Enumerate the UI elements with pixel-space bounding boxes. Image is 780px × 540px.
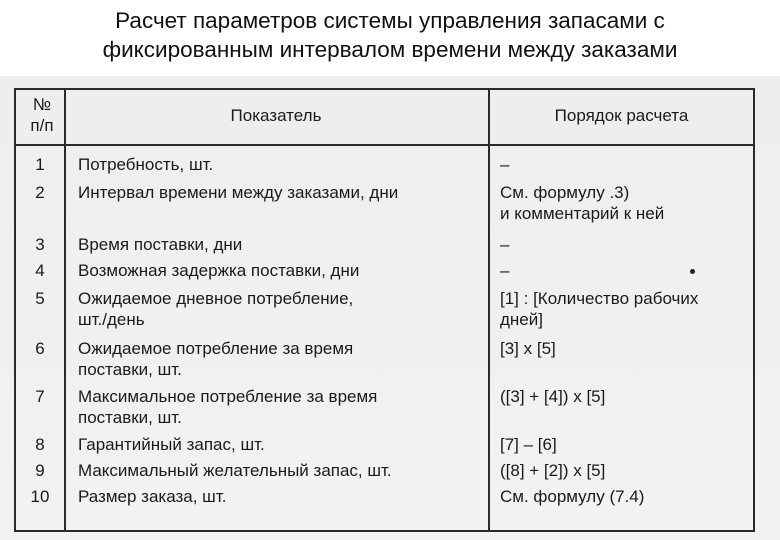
row-5-calc: [1] : [Количество рабочих дней] [500,289,699,329]
header-divider [16,144,753,146]
row-10-indicator: Размер заказа, шт. [78,487,227,506]
row-8-calc: [7] – [6] [500,435,557,454]
row-9-calc: ([8] + [2]) x [5] [500,461,606,480]
row-2-number: 2 [35,183,45,202]
row-1-number: 1 [35,155,45,174]
parameters-table [14,88,755,532]
scan-speck [690,269,695,274]
column-divider-1 [64,90,66,530]
column-divider-2 [488,90,490,530]
row-5-number: 5 [35,289,45,308]
row-7-indicator: Максимальное потребление за время поставки, шт. [78,387,378,427]
row-10-number: 10 [30,487,50,506]
row-4-calc: – [500,261,510,280]
title-line-2: фиксированным интервалом времени между заказами [102,37,678,62]
row-8-number: 8 [35,435,45,454]
header-indicator: Показатель [230,106,322,125]
title-line-1: Расчет параметров системы управления запасами с [115,8,665,33]
slide-title [0,6,780,64]
row-1-calc: – [500,155,510,174]
row-3-calc: – [500,235,510,254]
row-10-calc: См. формулу (7.4) [500,487,645,506]
row-9-indicator: Максимальный желательный запас, шт. [78,461,392,480]
row-2-calc: См. формулу .3) и комментарий к ней [500,183,665,223]
row-4-indicator: Возможная задержка поставки, дни [78,261,360,280]
header-calc: Порядок расчета [554,106,689,125]
scanned-table-image [0,76,780,540]
row-5-indicator: Ожидаемое дневное потребление, шт./день [78,289,354,329]
row-9-number: 9 [35,461,45,480]
row-6-calc: [3] x [5] [500,339,556,358]
row-8-indicator: Гарантийный запас, шт. [78,435,265,454]
row-7-calc: ([3] + [4]) x [5] [500,387,606,406]
row-2-indicator: Интервал времени между заказами, дни [78,183,399,202]
row-6-number: 6 [35,339,45,358]
row-1-indicator: Потребность, шт. [78,155,214,174]
row-4-number: 4 [35,261,45,280]
row-3-indicator: Время поставки, дни [78,235,243,254]
header-num: № п/п [30,95,54,135]
row-3-number: 3 [35,235,45,254]
row-7-number: 7 [35,387,45,406]
row-6-indicator: Ожидаемое потребление за время поставки, шт. [78,339,354,379]
